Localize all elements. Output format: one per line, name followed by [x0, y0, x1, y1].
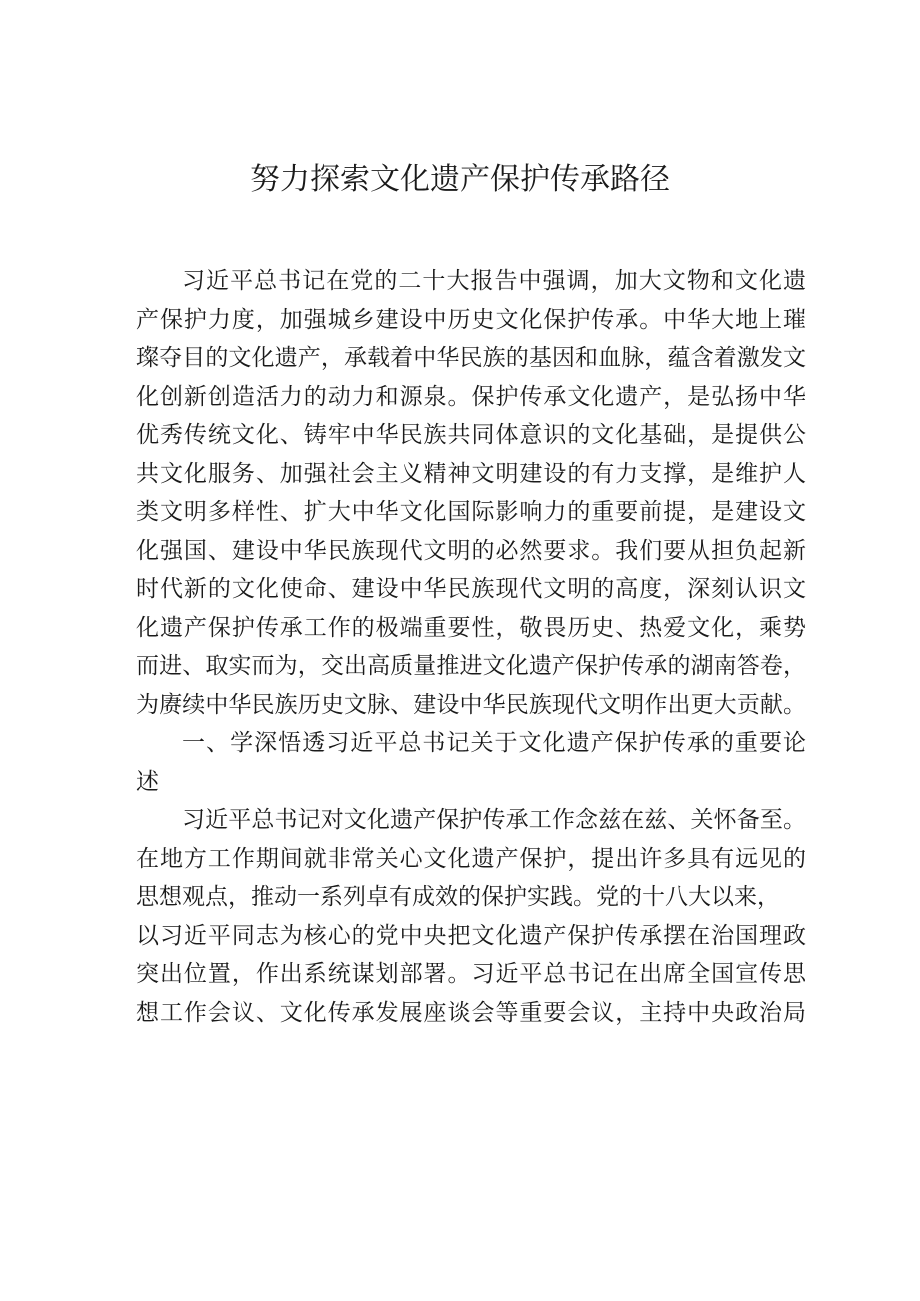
- paragraph-line: 习近平总书记对文化遗产保护传承工作念兹在兹、关怀备至。: [182, 807, 806, 833]
- document-title: 努力探索文化遗产保护传承路径: [250, 162, 670, 197]
- paragraph-line: 优秀传统文化、铸牢中华民族共同体意识的文化基础，是提供公: [136, 422, 806, 448]
- section-heading-line: 一、学深悟透习近平总书记关于文化遗产保护传承的重要论: [182, 730, 806, 756]
- paragraph-line: 共文化服务、加强社会主义精神文明建设的有力支撑，是维护人: [136, 460, 806, 487]
- paragraph-line: 以习近平同志为核心的党中央把文化遗产保护传承摆在治国理政: [136, 922, 806, 949]
- paragraph-line: 类文明多样性、扩大中华文化国际影响力的重要前提，是建设文: [136, 499, 806, 525]
- paragraph-line: 思想观点，推动一系列卓有成效的保护实践。党的十八大以来，: [136, 884, 780, 910]
- paragraph-line: 在地方工作期间就非常关心文化遗产保护，提出许多具有远见的: [136, 845, 806, 872]
- paragraph-line: 璨夺目的文化遗产，承载着中华民族的基因和血脉，蕴含着激发文: [136, 345, 806, 371]
- paragraph-line: 化创新创造活力的动力和源泉。保护传承文化遗产，是弘扬中华: [136, 383, 806, 410]
- paragraph-line: 化遗产保护传承工作的极端重要性，敬畏历史、热爱文化，乘势: [136, 614, 806, 641]
- paragraph-line: 习近平总书记在党的二十大报告中强调，加大文物和文化遗: [182, 268, 806, 294]
- paragraph-line: 化强国、建设中华民族现代文明的必然要求。我们要从担负起新: [136, 537, 806, 564]
- paragraph-line: 想工作会议、文化传承发展座谈会等重要会议，主持中央政治局: [136, 999, 806, 1026]
- paragraph-line: 为赓续中华民族历史文脉、建设中华民族现代文明作出更大贡献。: [136, 691, 806, 718]
- section-heading-line: 述: [136, 768, 159, 795]
- paragraph-line: 产保护力度，加强城乡建设中历史文化保护传承。中华大地上璀: [136, 306, 806, 333]
- paragraph-line: 突出位置，作出系统谋划部署。习近平总书记在出席全国宣传思: [136, 961, 806, 987]
- paragraph-line: 时代新的文化使命、建设中华民族现代文明的高度，深刻认识文: [136, 576, 806, 602]
- paragraph-line: 而进、取实而为，交出高质量推进文化遗产保护传承的湖南答卷，: [136, 653, 806, 679]
- document-body: [136, 262, 806, 1032]
